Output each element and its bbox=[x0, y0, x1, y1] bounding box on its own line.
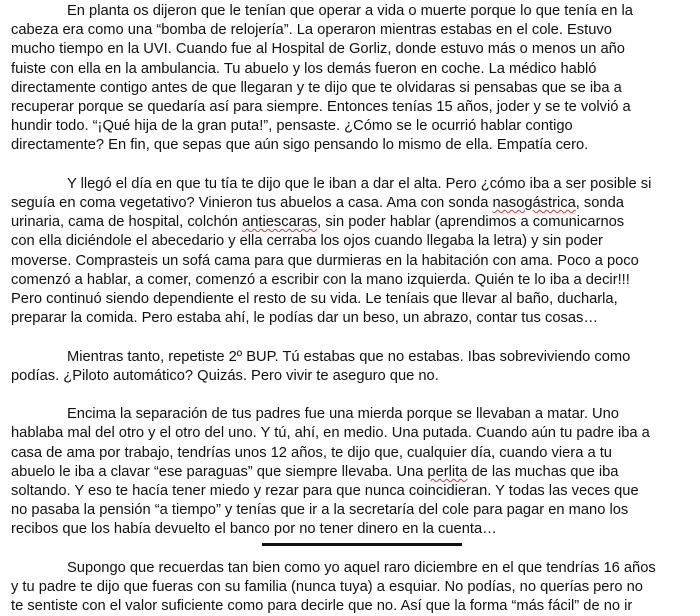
text-line: mucho tiempo en la UVI. Cuando fue al Hospital de Gorliz, donde estuvo más o menos un año bbox=[11, 41, 625, 58]
text-line: Pero continuó siendo dependiente el resto de su vida. Le teníais que llevar al baño, ducharla, bbox=[11, 291, 618, 308]
text-line: no pasaba la pensión “a tiempo” y tenías que ir a la secretaría del cole para pagar en mano los bbox=[11, 502, 629, 519]
text-line: Mientras tanto, repetiste 2º BUP. Tú estabas que no estabas. Ibas sobreviviendo como bbox=[67, 348, 631, 365]
paragraph-2 bbox=[11, 175, 689, 329]
text-line: preparar la comida. Pero estaba ahí, le podías dar un beso, un abrazo, contar tus cosas… bbox=[11, 310, 599, 327]
text-line: recibos que los había devuelto el banco por no tener dinero en la cuenta… bbox=[11, 521, 497, 538]
text-line: recuperar porque se quedaría así para siempre. Entonces tenías 15 años, joder y se te volvió a bbox=[11, 99, 631, 116]
text-line: comenzó a hablar, a comer, comenzó a escribir con la mano izquierda. Quién te lo iba a decir!!! bbox=[11, 271, 630, 288]
text-line: directamente? En fin, que sepas que aún sigo pensando lo mismo de ella. Empatía cero. bbox=[11, 137, 589, 154]
text-line: Supongo que recuerdas tan bien como yo aquel raro diciembre en el que tendrías 16 años bbox=[67, 559, 656, 576]
spellcheck-word[interactable]: nasogástrica bbox=[492, 195, 576, 212]
text-line: abuelo le iba a clavar “ese paraguas” que siempre llevaba. Una perlita de las muchas que iba bbox=[11, 463, 619, 480]
text-line: hundir todo. “¡Qué hija de la gran puta!”, pensaste. ¿Cómo se le ocurrió hablar contigo bbox=[11, 118, 573, 135]
text-line: con ella diciéndole el abecedario y ella cerraba los ojos cuando llegaba la letra) y sin poder bbox=[11, 233, 603, 250]
text-line: te sentiste con el valor suficiente como para decirle que no. Así que la forma “más fácil” de no ir bbox=[11, 598, 633, 615]
text-line: cabeza era como una “bomba de relojería”. La operaron mientras estabas en el cole. Estuvo bbox=[11, 22, 612, 39]
text-line: casa de ama por trabajo, tendrías unos 12 años, te dijo que, cualquier día, cuando viera a tu bbox=[11, 444, 612, 461]
spellcheck-word[interactable]: antiescaras bbox=[242, 214, 318, 231]
text-line: Y llegó el día en que tu tía te dijo que le iban a dar el alta. Pero ¿cómo iba a ser posible si bbox=[67, 175, 652, 192]
text-line: moverse. Comprasteis un sofá cama para que durmieras en la habitación con ama. Poco a poco bbox=[11, 252, 639, 269]
text-line: urinaria, cama de hospital, colchón antiescaras, sin poder hablar (aprendimos a comunicarnos bbox=[11, 214, 625, 231]
text-line: directamente contigo antes de que llegaran y te dijo que te olvidaras si pensabas que se iba a bbox=[11, 79, 622, 96]
paragraph-3 bbox=[11, 348, 689, 386]
text-line: soltando. Y eso te hacía tener miedo y rezar para que nunca coincidieran. Y todas las veces que bbox=[11, 483, 639, 500]
paragraph-4 bbox=[11, 405, 689, 539]
paragraph-5 bbox=[11, 559, 689, 616]
text-selection-bar bbox=[262, 543, 462, 546]
text-line: Encima la separación de tus padres fue una mierda porque se llevaban a matar. Uno bbox=[67, 406, 619, 423]
text-line: hablaba mal del otro y el otro del uno. Y tú, ahí, en medio. Una putada. Cuando aún tu padre iba a bbox=[11, 425, 650, 442]
paragraph-1 bbox=[11, 2, 689, 156]
text-line: podías. ¿Piloto automático? Quizás. Pero vivir te aseguro que no. bbox=[11, 367, 439, 384]
spellcheck-word[interactable]: perlita bbox=[427, 463, 468, 480]
text-line: fuiste con ella en la ambulancia. Tu abuelo y los demás fueron en coche. La médico habló bbox=[11, 60, 597, 77]
text-line: y tu padre te dijo que fueras con su familia (nunca tuya) a esquiar. No podías, no querías pero no bbox=[11, 579, 643, 596]
text-line: seguía en coma vegetativo? Vinieron tus abuelos a casa. Ama con sonda nasogástrica, sonda bbox=[11, 195, 624, 212]
text-line: En planta os dijeron que le tenían que operar a vida o muerte porque lo que tenía en la bbox=[67, 3, 633, 19]
